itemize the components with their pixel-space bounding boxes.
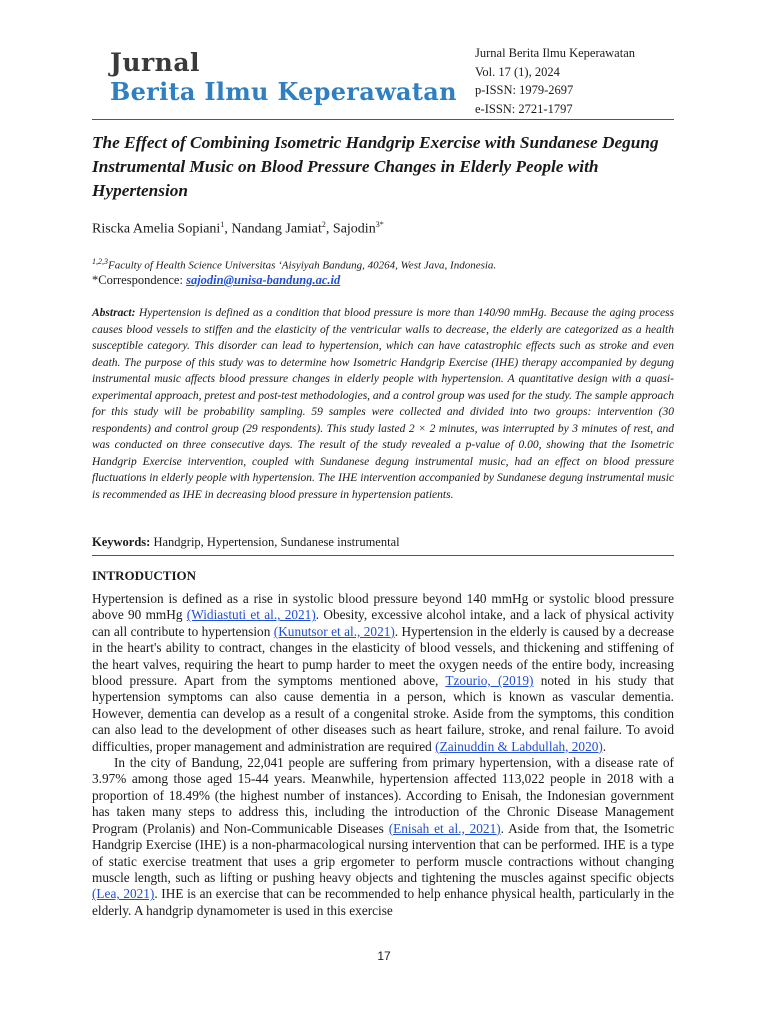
section-heading-introduction: INTRODUCTION [92,568,197,583]
paragraph-text: . Obesity, excessive alcohol intake, and a lack of physical activity can all contribute to hypertension [92,607,674,639]
citation-link[interactable]: (Enisah et al., 2021) [388,820,501,836]
abstract [92,305,674,503]
paragraph-text: . IHE is an exercise that can be recommended to help enhance physical health, particularly in the elderly. A handgrip dynamometer is used in this exercise [92,886,674,918]
keywords-divider [92,555,674,556]
citation-link[interactable]: (Lea, 2021) [92,886,155,902]
author-name: Sajodin [332,221,376,237]
correspondence-label: *Correspondence: [92,273,183,287]
article-title: The Effect of Combining Isometric Handgrip Exercise with Sundanese Degung Instrumental Music on Blood Pressure Changes in Elderly People with Hypertension [92,133,659,200]
author-name: Nandang Jamiat [231,221,322,237]
journal-volume: Vol. 17 (1), 2024 [475,64,560,79]
author-list: Riscka Amelia Sopiani$^1$, Nandang Jamiat$^2$, Sajodin$^{3*}$ [92,220,384,237]
paragraph-text: . Aside from that, the Isometric Handgrip Exercise (IHE) is a non-pharmacological nursing intervention that can be performed. IHE is a type of static exercise treatment that uses a grip ergometer to perform muscle contractions without changing muscle length, such as lifting or pushing heavy objects and tightening the muscles against specific objects [92,820,675,885]
journal-pissn: p-ISSN: 1979-2697 [475,83,574,97]
affiliation-mark: 1,2,3 [92,257,108,266]
author-name: Riscka Amelia Sopiani [92,221,221,237]
keywords-text: Handgrip, Hypertension, Sundanese instrumental [153,535,400,549]
abstract-label: Abstract: [92,307,136,319]
header-divider [92,119,674,120]
introduction-body [92,591,674,919]
author-affiliation-mark: 2 [321,220,326,229]
paragraph-text: noted in his study that hypertension symptoms can also cause dementia in a person, which is known as vascular dementia. However, dementia can develop as a result of a congenital stroke. Aside from the symptoms, this condition can also lead to the development of other diseases such as heart failure, stroke, and renal failure. To avoid difficulties, proper management and administration are required [92,673,674,754]
correspondence [92,273,340,288]
journal-logo-line1: Jurnal [110,48,201,77]
paragraph [92,591,674,755]
journal-name: Jurnal Berita Ilmu Keperawatan [475,46,636,60]
citation-link[interactable]: (Widiastuti et al., 2021) [186,607,316,623]
citation-link[interactable]: Tzourio, (2019) [445,673,534,689]
page-number: 17 [377,949,391,963]
keywords [92,535,400,550]
affiliation [92,257,496,272]
citation-link[interactable]: (Zainuddin & Labdullah, 2020) [435,738,603,754]
paragraph-text: . Hypertension in the elderly is caused by a decrease in the heart's ability to contract, changes in the elasticity of blood vessels, and thickening and stiffening of the heart valves, requiring the heart to pump harder to meet the oxygen needs of the entire body, increasing blood pressure. Apart from the symptoms mentioned above, [92,623,674,689]
journal-eissn: e-ISSN: 2721-1797 [475,101,573,116]
affiliation-text: Faculty of Health Science Universitas ‘Aisyiyah Bandung, 40264, West Java, Indonesia. [108,259,497,272]
paragraph-text: In the city of Bandung, 22,041 people are suffering from primary hypertension, with a disease rate of 3.97% among those aged 15-44 years. Meanwhile, hypertension affected 113,022 people in 2018 with a proportion of 18.49% (the highest number of instances). According to Enisah, the Indonesian government has taken many steps to address this, including the introduction of the Chronic Disease Management Program (Prolanis) and Non-Communicable Diseases [92,755,674,836]
journal-meta [475,44,635,118]
journal-logo-line2: Berita Ilmu Keperawatan [110,77,457,106]
author-affiliation-mark: 3* [375,220,384,229]
journal-logo [110,48,457,106]
paragraph [92,755,674,919]
correspondence-email-link[interactable]: sajodin@unisa-bandung.ac.id [186,273,341,287]
keywords-label: Keywords: [92,535,151,549]
author-affiliation-mark: 1 [220,220,225,229]
paragraph-text: Hypertension is defined as a rise in systolic blood pressure beyond 140 mmHg or systolic blood pressure above 90 mmHg [92,591,674,623]
abstract-text: Hypertension is defined as a condition that blood pressure is more than 140/90 mmHg. Because the aging process causes blood vessels to stiffen and the elasticity of the ventricular walls to decrease, the elderly are categorized as a health susceptible category. This disorder can lead to hypertension, which can have catastrophic effects such as stroke and even death. The purpose of this study was to determine how Isometric Handgrip Exercise (IHE) therapy accompanied by degung instrumental music affects blood pressure changes in elderly people with hypertension. A quantitative design with a quasi-experimental approach, pretest and post-test methodologies, and a control group was used for the study. The sample approach for this study will be probability sampling. 59 samples were collected and divided into two groups: intervention (30 respondents) and control group (29 respondents). This study lasted 2 × 2 minutes, was interrupted by 3 minutes of rest, and was conducted on three consecutive days. The result of the study revealed a p-value of 0.00, showing that the Isometric Handgrip Exercise intervention, coupled with Sundanese degung instrumental music, had an effect on blood pressure fluctuations in elderly people with hypertension. The IHE intervention accompanied by Sundanese degung instrumental music is recommended as IHE in decreasing blood pressure in hypertension patients. [92,307,675,501]
citation-link[interactable]: (Kunutsor et al., 2021) [273,623,395,639]
paragraph-text: . [602,738,607,754]
